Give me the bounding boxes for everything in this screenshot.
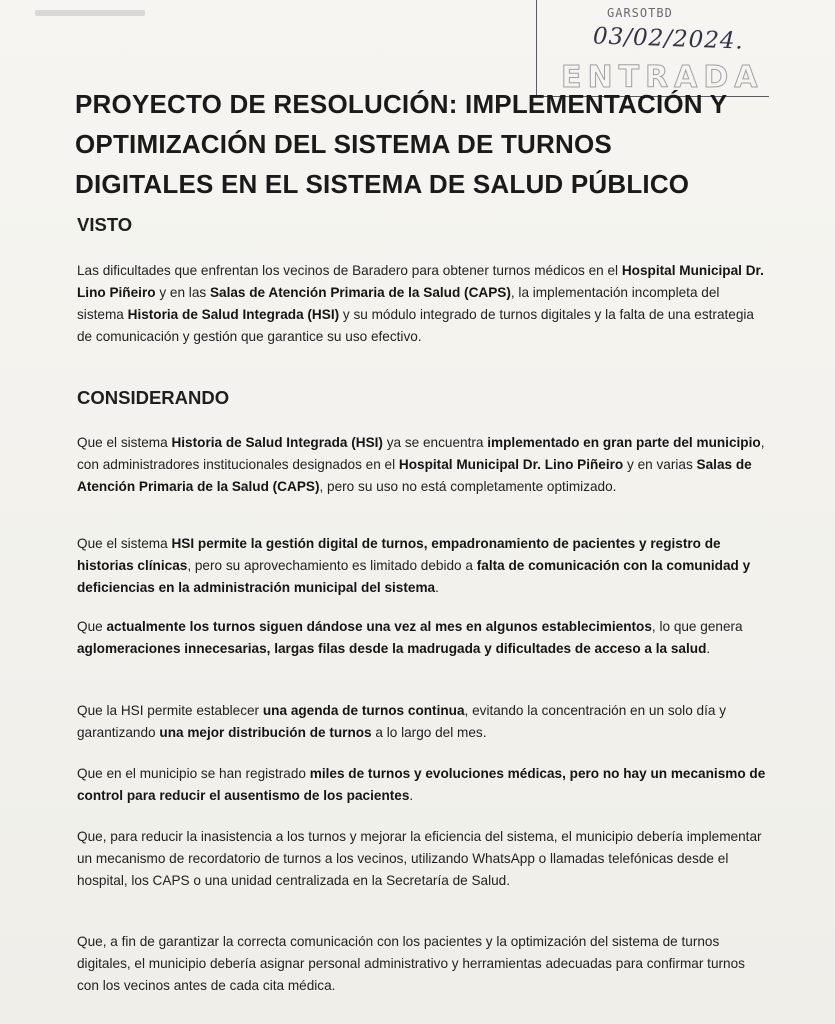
text-run: , lo que genera (651, 619, 743, 634)
bold-text-run: Historia de Salud Integrada (HSI) (171, 435, 383, 450)
visto-paragraph (77, 260, 767, 348)
text-run: , evitando la concentración en un solo día y garantizando (77, 703, 727, 740)
bold-text-run: una mejor distribución de turnos (159, 725, 372, 740)
text-run: y su módulo integrado de turnos digitales y la falta de una estrategia de comunicación y gestión que garantice su uso efectivo. (77, 307, 754, 344)
text-run: . (435, 580, 439, 595)
text-run: a lo largo del mes. (371, 725, 487, 740)
text-run: y en varias (623, 457, 697, 472)
stamp-top-text: GARSOTBD (607, 6, 673, 20)
considerando-paragraph-5 (77, 763, 767, 807)
text-run: . (409, 788, 414, 803)
text-run: y en las (155, 285, 210, 300)
considerando-paragraph-7 (77, 931, 767, 997)
text-run: Las dificultades que enfrentan los vecinos de Baradero para obtener turnos médicos en el (77, 263, 622, 278)
bold-text-run: Hospital Municipal Dr. Lino Piñeiro (398, 457, 624, 472)
bold-text-run: aglomeraciones innecesarias, largas filas desde la madrugada y dificultades de acceso a la salud (77, 641, 707, 656)
text-run: , pero su uso no está completamente optimizado. (319, 479, 617, 494)
text-run: , con administradores institucionales designados en el (77, 435, 765, 472)
bold-text-run: HSI permite la gestión digital de turnos, empadronamiento de pacientes y registro de historias clínicas (77, 536, 721, 573)
bold-text-run: miles de turnos y evoluciones médicas, pero no hay un mecanismo de control para reducir el ausentismo de los pacientes (77, 766, 766, 803)
text-run: . (706, 641, 711, 656)
text-run: , la implementación incompleta del sistema (77, 285, 720, 322)
visto-heading: VISTO (77, 214, 133, 235)
considerando-paragraph-1 (77, 432, 767, 498)
text-run: , pero su aprovechamiento es limitado debido a (187, 558, 477, 573)
text-run: Que el sistema (77, 536, 172, 551)
bold-text-run: Salas de Atención Primaria de la Salud (CAPS) (209, 285, 511, 300)
bold-text-run: una agenda de turnos continua (262, 703, 465, 718)
bold-text-run: actualmente los turnos siguen dándose una vez al mes en algunos establecimientos (106, 619, 652, 634)
text-run: Que, a fin de garantizar la correcta comunicación con los pacientes y la optimización del sistema de turnos digitales, el municipio debería asignar personal administrativo y herramientas adecuadas para confirmar turnos con los vecinos antes de cada cita médica. (77, 934, 745, 993)
document-title: PROYECTO DE RESOLUCIÓN: IMPLEMENTACIÓN Y OPTIMIZACIÓN DEL SISTEMA DE TURNOS DIGITALES EN EL SISTEMA DE SALUD PÚBLICO (75, 89, 727, 199)
text-run: Que en el municipio se han registrado (77, 766, 310, 781)
considerando-paragraph-3 (77, 616, 767, 660)
considerando-paragraph-4 (77, 700, 767, 744)
considerando-heading: CONSIDERANDO (77, 387, 230, 408)
bold-text-run: Hospital Municipal Dr. Lino Piñeiro (77, 263, 764, 300)
text-run: Que (77, 619, 107, 634)
stamp-label: ENTRADA (561, 60, 764, 95)
scroll-indicator (35, 10, 145, 16)
bold-text-run: implementado en gran parte del municipio (487, 435, 761, 450)
stamp-date: 03/02/2024. (592, 23, 745, 55)
text-run: Que el sistema (77, 435, 172, 450)
bold-text-run: falta de comunicación con la comunidad y deficiencias en la administración municipal del sistema (77, 558, 751, 595)
considerando-paragraph-6 (77, 826, 767, 892)
reception-stamp (536, 0, 769, 97)
considerando-paragraph-2 (77, 533, 767, 599)
text-run: ya se encuentra (382, 435, 488, 450)
text-run: Que, para reducir la inasistencia a los turnos y mejorar la eficiencia del sistema, el municipio debería implementar un mecanismo de recordatorio de turnos a los vecinos, utilizando WhatsApp o llamadas telefónicas desde el hospital, los CAPS o una unidad centralizada en la Secretaría de Salud. (77, 829, 762, 888)
bold-text-run: Historia de Salud Integrada (HSI) (127, 307, 340, 322)
bold-text-run: Salas de Atención Primaria de la Salud (CAPS) (77, 457, 752, 494)
text-run: Que la HSI permite establecer (77, 703, 263, 718)
